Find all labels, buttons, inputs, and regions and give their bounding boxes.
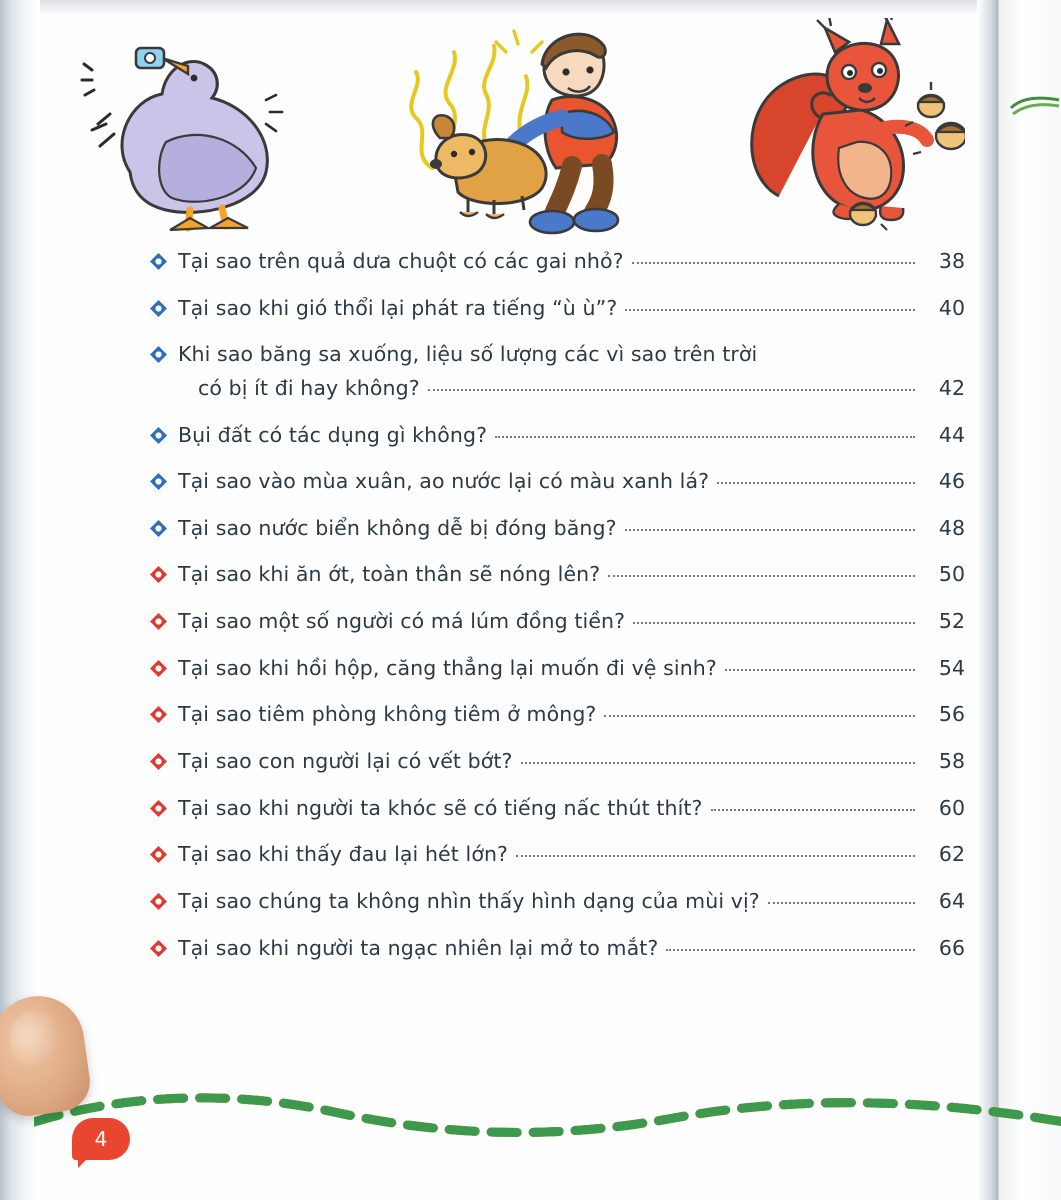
boy-hugging-dog-illustration <box>376 8 676 240</box>
toc-entry[interactable] <box>150 935 965 962</box>
toc-entry-page: 64 <box>938 888 965 913</box>
toc-entry[interactable] <box>150 795 965 822</box>
diamond-bullet-blue-icon <box>150 300 167 317</box>
toc-entry-title: Tại sao một số người có má lúm đồng tiền? <box>178 609 626 634</box>
toc-entry-title: Tại sao con người lại có vết bớt? <box>178 749 513 774</box>
diamond-bullet-blue-icon <box>150 346 167 363</box>
diamond-bullet-red-icon <box>150 940 167 957</box>
toc-entry[interactable] <box>150 468 965 495</box>
toc-entry-title: Tại sao khi gió thổi lại phát ra tiếng “ù ù”? <box>178 295 618 320</box>
diamond-bullet-blue-icon <box>150 473 167 490</box>
leader-dots <box>711 809 915 811</box>
diamond-bullet-blue-icon <box>150 253 167 270</box>
leader-dots <box>625 309 915 311</box>
toc-entry-title: Bụi đất có tác dụng gì không? <box>178 422 488 447</box>
diamond-bullet-red-icon <box>150 706 167 723</box>
acorn-small-b <box>936 123 965 149</box>
toc-entry-page: 52 <box>938 609 965 634</box>
toc-entry-page: 38 <box>938 249 965 273</box>
leader-dots <box>633 622 915 624</box>
diamond-bullet-red-icon <box>150 893 167 910</box>
toc-entry[interactable] <box>150 701 965 728</box>
toc-entry-page: 56 <box>938 702 965 727</box>
leader-dots <box>625 529 915 531</box>
diamond-bullet-blue-icon <box>150 520 167 537</box>
toc-entry-title: Tại sao khi người ta ngạc nhiên lại mở to mắt? <box>178 935 659 960</box>
toc-entry-title: Tại sao tiêm phòng không tiêm ở mông? <box>178 702 597 727</box>
toc-entry[interactable] <box>150 295 965 322</box>
leader-dots <box>495 436 915 438</box>
toc-entry-title: Tại sao khi ăn ớt, toàn thân sẽ nóng lên? <box>178 562 601 587</box>
toc-entry[interactable] <box>150 888 965 915</box>
toc-entry-title: Khi sao băng sa xuống, liệu số lượng các vì sao trên trời <box>178 342 758 367</box>
toc-entry-page: 46 <box>938 469 965 494</box>
toc-entry-title: Tại sao trên quả dưa chuột có các gai nhỏ? <box>178 249 624 273</box>
diamond-bullet-red-icon <box>150 613 167 630</box>
goose-with-whistle-illustration <box>70 22 300 237</box>
toc-entry-page: 48 <box>938 515 965 540</box>
toc-entry-title: Tại sao khi thấy đau lại hét lớn? <box>178 842 509 867</box>
toc-entry-title: Tại sao chúng ta không nhìn thấy hình dạng của mùi vị? <box>178 888 760 913</box>
toc-entry-title: Tại sao nước biển không dễ bị đóng băng? <box>178 515 617 540</box>
toc-entry[interactable] <box>150 515 965 542</box>
toc-entry-page: 66 <box>938 935 965 960</box>
toc-entry-page: 54 <box>938 655 965 680</box>
diamond-bullet-red-icon <box>150 846 167 863</box>
page-number-badge <box>72 1118 130 1160</box>
toc-entry-page: 40 <box>938 295 965 320</box>
toc-entry[interactable] <box>150 748 965 775</box>
toc-entry-page: 50 <box>938 562 965 587</box>
toc-entry-title-cont: có bị ít đi hay không? <box>198 375 420 400</box>
toc-entry-title: Tại sao khi người ta khóc sẽ có tiếng nấc thút thít? <box>178 795 703 820</box>
toc-entry[interactable] <box>150 248 965 275</box>
next-page-edge <box>998 0 1061 1200</box>
acorn-small-c <box>850 203 876 225</box>
toc-entry[interactable] <box>150 561 965 588</box>
toc-entry-title: Tại sao vào mùa xuân, ao nước lại có màu xanh lá? <box>178 469 710 494</box>
toc-entry-page: 42 <box>938 375 965 400</box>
squirrel-with-acorns-illustration <box>735 18 965 238</box>
illustration-row <box>46 8 971 238</box>
next-page-green-mark <box>1007 92 1061 118</box>
diamond-bullet-blue-icon <box>150 427 167 444</box>
page-fold <box>977 0 999 1200</box>
leader-dots <box>725 669 915 671</box>
toc-entry[interactable] <box>150 841 965 868</box>
diamond-bullet-red-icon <box>150 753 167 770</box>
diamond-bullet-red-icon <box>150 660 167 677</box>
leader-dots <box>516 855 915 857</box>
toc-entry[interactable] <box>150 341 965 401</box>
acorn-small-a <box>918 82 944 117</box>
page-number-text: 4 <box>94 1127 108 1151</box>
toc-entry[interactable] <box>150 608 965 635</box>
leader-dots <box>768 902 915 904</box>
footer-dashed-wave <box>34 1078 1061 1158</box>
leader-dots <box>666 949 915 951</box>
leader-dots <box>632 262 915 264</box>
toc-entry-title: Tại sao khi hồi hộp, căng thẳng lại muốn đi vệ sinh? <box>178 655 717 680</box>
diamond-bullet-red-icon <box>150 800 167 817</box>
leader-dots <box>608 575 915 577</box>
diamond-bullet-red-icon <box>150 566 167 583</box>
toc-entry-page: 62 <box>938 842 965 867</box>
toc-entry-page: 60 <box>938 795 965 820</box>
leader-dots <box>521 762 915 764</box>
toc-entry-page: 44 <box>938 422 965 447</box>
leader-dots <box>428 389 915 391</box>
leader-dots <box>604 715 915 717</box>
toc-entry-page: 58 <box>938 749 965 774</box>
leader-dots <box>717 482 915 484</box>
table-of-contents <box>150 248 965 981</box>
toc-entry[interactable] <box>150 655 965 682</box>
toc-entry[interactable] <box>150 422 965 449</box>
